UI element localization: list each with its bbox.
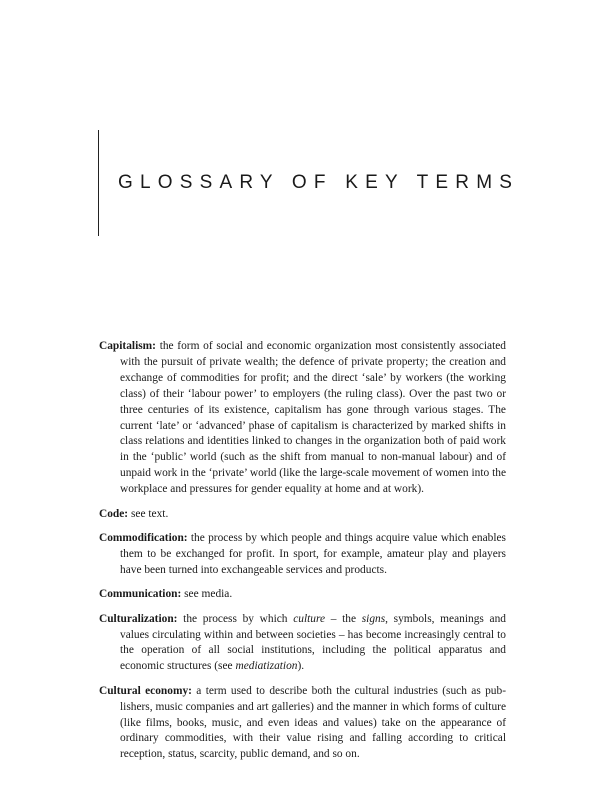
cross-reference: text [148,507,166,520]
glossary-term: Culturalization: [99,612,178,625]
glossary-entries [99,339,506,772]
glossary-entry-culturalization [99,612,506,676]
definition-text: – the [330,612,357,625]
glossary-term: Code: [99,507,129,520]
glossary-term: Capitalism: [99,340,156,352]
glossary-entry-code [99,507,506,523]
see-suffix: . [229,588,233,601]
glossary-term: Cultural economy: [99,684,192,697]
glossary-entry-communication [99,587,506,603]
cross-reference-italic: signs [361,612,386,625]
cross-reference-italic: mediatization [235,660,298,673]
chapter-title: GLOSSARY OF KEY TERMS [118,172,520,193]
definition-text: ). [297,660,305,673]
glossary-entry-cultural-economy [99,684,506,764]
cross-reference: media [201,588,230,601]
see-prefix: see [130,507,146,520]
definition-text: , symbols, meanings and values circulating within and between societies – has become increasingly central to the operation of all social institutions, including the political apparatus and economic structures (see [120,612,506,673]
see-suffix: . [165,507,169,520]
glossary-definition: the process by which people and things acquire value which enables them to be exchanged for profit. In sport, for example, amateur play and players have been turned into exchangeable services and products. [120,531,506,576]
cross-reference-italic: culture [293,612,326,625]
glossary-term: Communication: [99,588,182,601]
chapter-divider-rule [98,130,99,236]
glossary-entry-commodification [99,531,506,579]
definition-text: the process by which [183,612,288,625]
glossary-entry-capitalism [99,339,506,498]
glossary-term: Commodification: [99,531,188,544]
glossary-definition: a term used to describe both the cultural industries (such as publishers, music companies and art galleries) and the manner in which forms of culture (like films, books, music, and even ideas and values) take on the appearance of ordinary commodities, with their value rising and falling according to critical reception, status, scarcity, public demand, and so on. [120,684,506,761]
glossary-definition: the form of social and economic organization most consistently associated with the pursuit of private wealth; the defence of private property; the creation and exchange of commodities for profit; and the direct ‘sale’ by workers (the working class) of their ‘labour power’ to employers (the ruling class). Over the past two or three centuries of its existence, capitalism has gone through various stages. The current ‘late’ or ‘advanced’ phase of capitalism is characterized by marked shifts in class relations and identities linked to changes in the organization both of paid work in the ‘public’ world (such as the shift from manual to non-manual labour) and of unpaid work in the ‘private’ world (like the large-scale movement of women into the workplace and pressures for gender equality at home and at work). [120,340,506,496]
see-prefix: see [184,588,199,601]
